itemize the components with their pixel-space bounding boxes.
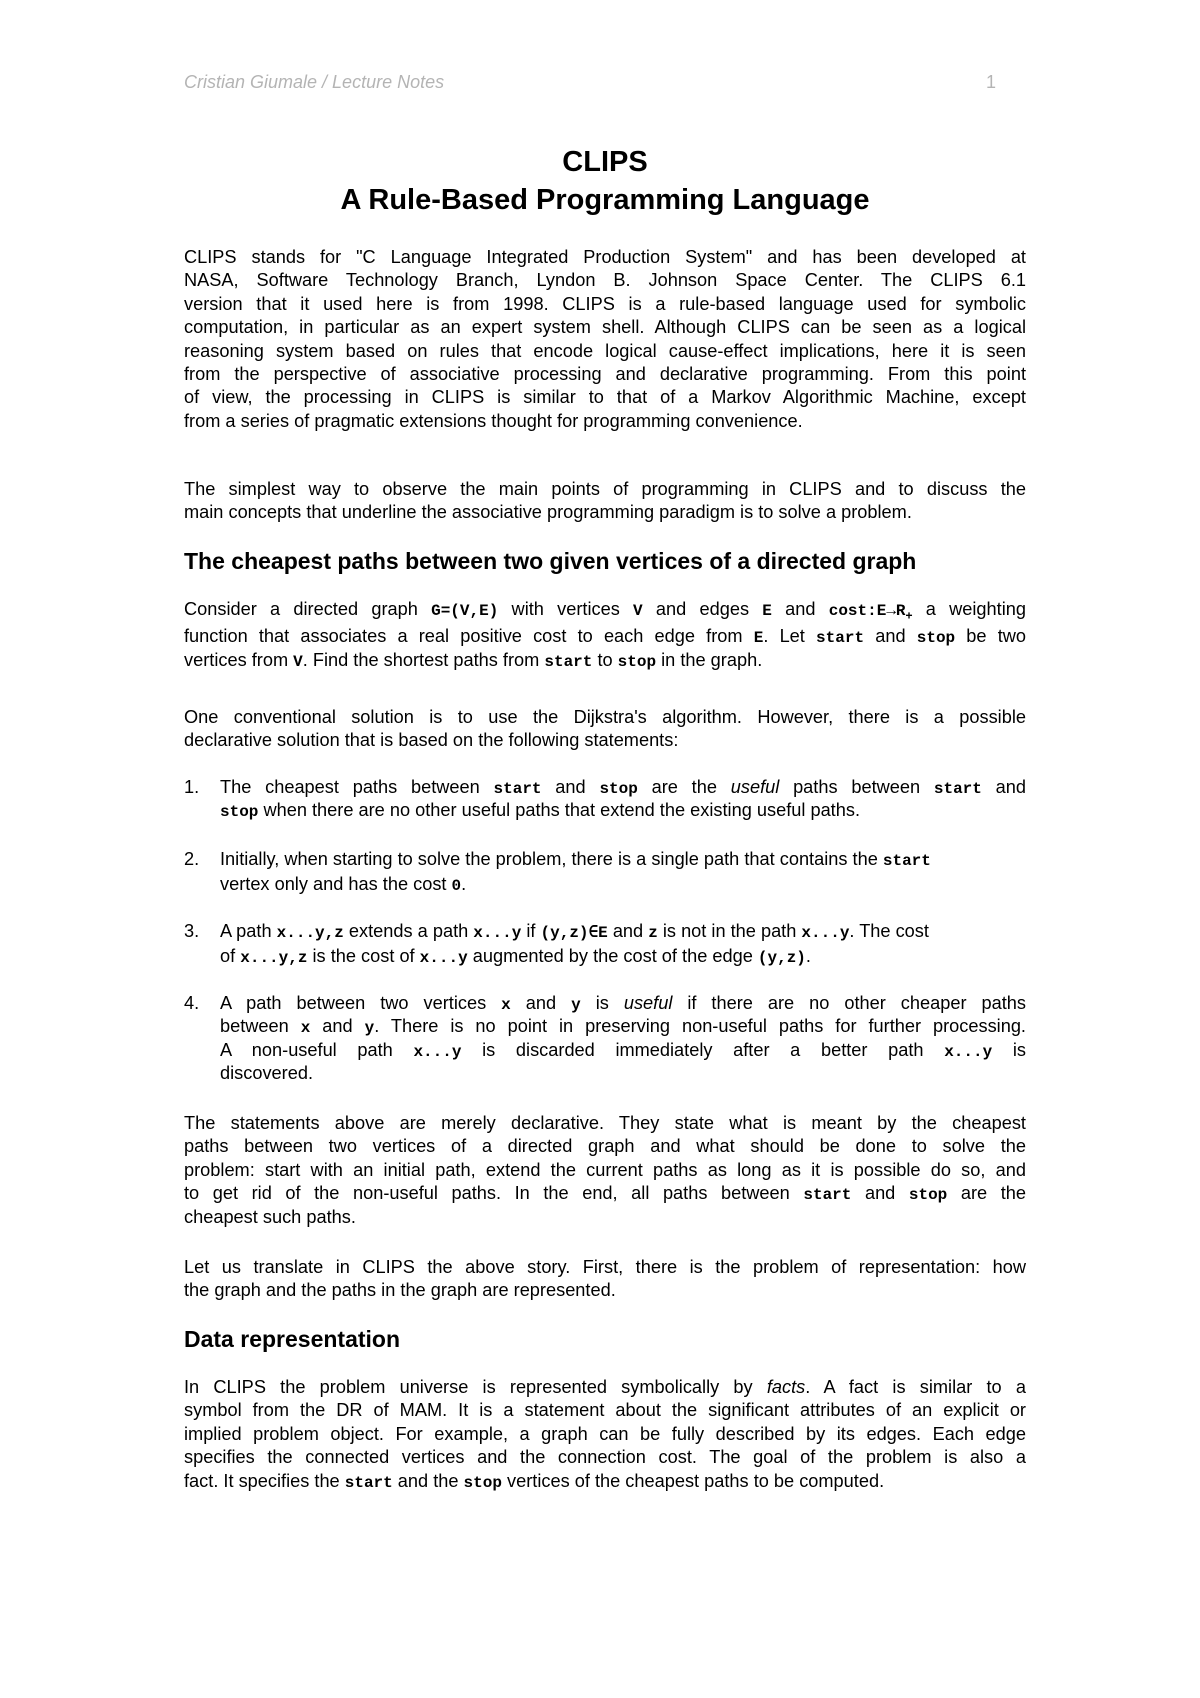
code-graph: G=(V,E) [431,602,499,620]
text-line: reasoning system based on rules that encode logical cause-effect implications, here it is seen [184,340,1026,361]
section-heading-data-representation: Data representation [184,1326,401,1352]
text-line: main concepts that underline the associative programming paradigm is to solve a problem. [184,502,912,523]
text-line: vertices from V. Find the shortest paths from start to stop in the graph. [184,649,763,671]
dijkstra-paragraph [184,706,1026,753]
graph-definition-paragraph [184,598,1026,672]
list-item [184,920,1026,968]
text-line: paths between two vertices of a directed graph and what should be done to solve the [184,1136,1026,1157]
code-cost-function: cost:E→R [828,602,906,620]
list-number: 3. [184,921,200,941]
text-line: to get rid of the non-useful paths. In the end, all paths between start and stop are the [184,1183,1026,1205]
document-subtitle: A Rule-Based Programming Language [340,184,870,216]
text-line: One conventional solution is to use the Dijkstra's algorithm. However, there is a possible [184,707,1026,727]
running-header [184,72,1026,96]
header-author: Cristian Giumale / Lecture Notes [184,72,445,92]
text-line: Let us translate in CLIPS the above story. First, there is the problem of representation: how [184,1257,1026,1277]
text-line: from the perspective of associative processing and declarative programming. From this point [184,363,1026,384]
intro-paragraph-2 [184,478,1026,525]
text-line: cheapest such paths. [184,1206,356,1227]
text-line: version that it used here is from 1998. CLIPS is a rule-based language used for symbolic [184,293,1026,314]
text-line: specifies the connected vertices and the connection cost. The goal of the problem is also a [184,1447,1026,1468]
list-number: 4. [184,993,200,1013]
list-item-text: Initially, when starting to solve the problem, there is a single path that contains the start vertex only and has the cost 0. [220,849,931,896]
text-line: CLIPS stands for "C Language Integrated Production System" and has been developed at [184,247,1026,267]
section-heading-cheapest-paths: The cheapest paths between two given vertices of a directed graph [184,548,917,574]
declarative-paragraph [184,1112,1026,1229]
text-line: Consider a directed graph G=(V,E) with vertices V and edges E and $\cos t:E\to R_+$ a weighting [184,599,1026,622]
page-number: 1 [985,72,996,92]
text-line: symbol from the DR of MAM. It is a statement about the significant attributes of an explicit or [184,1400,1026,1421]
text-line: function that associates a real positive cost to each edge from E. Let start and stop be two [184,626,1026,648]
text-line: computation, in particular as an expert system shell. Although CLIPS can be seen as a logical [184,317,1026,338]
text-line: fact. It specifies the start and the stop vertices of the cheapest paths to be computed. [184,1470,885,1492]
translate-paragraph [184,1256,1026,1303]
list-number: 1. [184,777,200,797]
text-line: The statements above are merely declarative. They state what is meant by the cheapest [184,1113,1026,1133]
text-line: declarative solution that is based on the following statements: [184,730,679,751]
text-line: In CLIPS the problem universe is represented symbolically by facts. A fact is similar to a [184,1377,1026,1397]
list-item [184,848,1026,896]
list-item-text: A path between two vertices x and y is useful if there are no other cheaper paths between x and y. There is no point in preserving non-useful paths for further processing. A non-useful path x...y is discarded immediately after a better path x...y is discovered. [220,993,1026,1084]
list-item-text: The cheapest paths between start and stop are the useful paths between start and stop when there are no other useful paths that extend the existing useful paths. [220,777,1026,822]
list-item-text: A path x...y,z extends a path x...y if (y,z)∈E and z is not in the path x...y. The cost of x...y,z is the cost of x...y augmented by the cost of the edge (y,z). [220,921,929,968]
text-line: problem: start with an initial path, extend the current paths as long as it is possible do so, and [184,1159,1026,1180]
data-representation-paragraph [184,1376,1026,1493]
text-line: NASA, Software Technology Branch, Lyndon B. Johnson Space Center. The CLIPS 6.1 [184,270,1026,291]
intro-paragraph-1 [184,246,1026,433]
list-number: 2. [184,849,200,869]
text-line: implied problem object. For example, a graph can be fully described by its edges. Each edge [184,1423,1026,1444]
text-line: from a series of pragmatic extensions thought for programming convenience. [184,410,803,431]
text-line: the graph and the paths in the graph are represented. [184,1280,616,1301]
text-line: The simplest way to observe the main points of programming in CLIPS and to discuss the [184,479,1026,499]
text-line: of view, the processing in CLIPS is similar to that of a Markov Algorithmic Machine, except [184,387,1026,408]
document-title: CLIPS [562,146,648,178]
list-item [184,992,1026,1088]
list-item [184,776,1026,824]
